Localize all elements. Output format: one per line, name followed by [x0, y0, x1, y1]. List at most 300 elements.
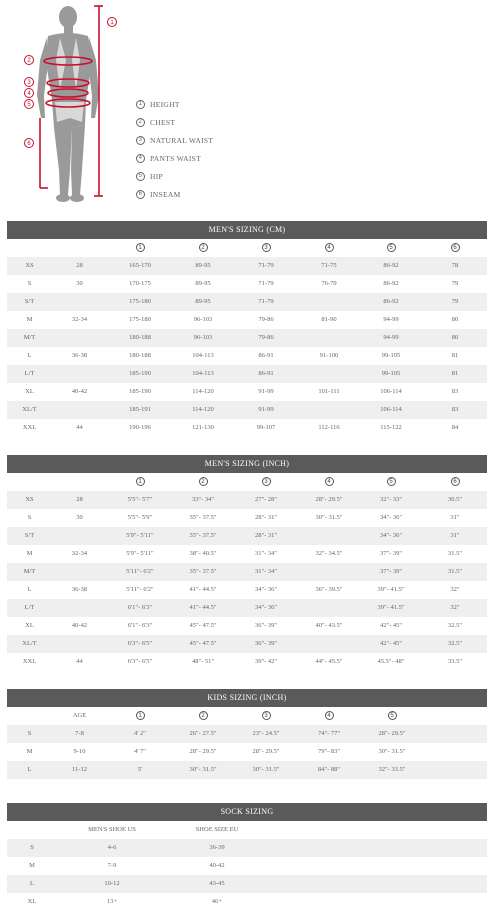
table-cell: 81-90	[321, 316, 337, 323]
table-row	[7, 527, 487, 545]
table-cell: 6'1"- 6'3"	[127, 622, 153, 629]
table-cell	[299, 635, 359, 653]
size-label-cell: M/T	[23, 568, 36, 575]
table-cell: 185-190	[129, 388, 151, 395]
table-cell: 31.5"	[447, 550, 463, 557]
table-cell: 35"- 37.5"	[189, 514, 217, 521]
table-cell	[52, 599, 107, 617]
table-cell: 42"- 45"	[379, 640, 403, 647]
size-label-cell: S/T	[24, 532, 35, 539]
table-header-row	[7, 473, 487, 491]
legend-item	[136, 95, 213, 113]
legend-number-badge: 3	[136, 136, 145, 145]
legend-label: INSEAM	[150, 189, 181, 199]
table-cell: 99-105	[381, 352, 401, 359]
measurement-number-badge: 6	[451, 243, 460, 252]
table-cell: 86-92	[383, 280, 399, 287]
table-cell: 86-91	[258, 352, 274, 359]
table-cell: 36-38	[71, 352, 88, 359]
legend-item	[136, 113, 213, 131]
table-cell: 45"- 47.5"	[189, 622, 217, 629]
table-row	[7, 635, 487, 653]
measurement-number-badge: 1	[136, 711, 145, 720]
table-cell: 36"- 39"	[254, 640, 278, 647]
table-cell: 30"- 31.5"	[189, 766, 217, 773]
header-cell	[233, 707, 299, 725]
table-cell: 71-79	[258, 280, 274, 287]
table-cell: 11-12	[72, 766, 87, 773]
table-cell: 33.5"	[447, 658, 463, 665]
table-cell: 101-111	[318, 388, 340, 395]
table-cell: 91-100	[319, 352, 339, 359]
table-cell: 39"- 41.5"	[377, 586, 405, 593]
size-label-cell: M	[26, 316, 33, 323]
table-cell: 32.5"	[447, 622, 463, 629]
size-label-cell: XL/T	[22, 406, 37, 413]
table-cell: 170-175	[129, 280, 151, 287]
table-row	[7, 329, 487, 347]
table-cell: 185-190	[129, 370, 151, 377]
table-title: SOCK SIZING	[7, 803, 487, 821]
table-cell: 31"- 34"	[254, 550, 278, 557]
table-cell: 28"- 29.5"	[378, 730, 406, 737]
table-cell: 36-38	[71, 586, 88, 593]
header-cell	[7, 707, 52, 725]
table-cell: 80	[451, 334, 459, 341]
legend-label: HIP	[150, 171, 163, 181]
body-measurement-figure	[0, 0, 130, 215]
header-cell	[173, 473, 233, 491]
header-cell	[173, 707, 233, 725]
measurement-number-badge: 4	[325, 243, 334, 252]
measurement-number-badge: 3	[262, 711, 271, 720]
table-cell: 31"	[450, 532, 460, 539]
table-cell: 32-34	[71, 316, 88, 323]
size-label-cell: S	[27, 730, 32, 737]
table-cell: 48"- 51"	[191, 658, 215, 665]
legend-label: PANTS WAIST	[150, 153, 202, 163]
table-cell	[52, 563, 107, 581]
table-cell: 7-9	[107, 862, 117, 869]
size-label-cell: XL	[25, 388, 34, 395]
table-row	[7, 857, 487, 875]
table-cell: 4' 7"	[134, 748, 146, 755]
table-cell: 32"- 33"	[379, 496, 403, 503]
table-cell: 32"- 34.5"	[315, 550, 343, 557]
table-cell: 71-79	[258, 298, 274, 305]
table-cell: 94-99	[383, 334, 399, 341]
table-cell: 96-103	[193, 316, 213, 323]
table-row	[7, 599, 487, 617]
table-row	[7, 725, 487, 743]
table-cell	[299, 599, 359, 617]
header-cell	[107, 473, 173, 491]
table-cell: 28"- 29.5"	[189, 748, 217, 755]
table-cell: 46+	[211, 898, 223, 905]
header-cell: MEN'S SHOE US	[88, 826, 136, 833]
kids-sizing-table	[7, 689, 487, 779]
table-cell: 5'	[137, 766, 143, 773]
table-row	[7, 275, 487, 293]
table-cell: 30.5"	[447, 496, 463, 503]
table-cell: 10-12	[104, 880, 120, 887]
table-title: MEN'S SIZING (CM)	[7, 221, 487, 239]
table-row	[7, 401, 487, 419]
table-cell: 5'11"- 6'2"	[126, 568, 154, 575]
table-cell: 13+	[106, 898, 118, 905]
table-cell: 28"- 29.5"	[315, 496, 343, 503]
measurement-number-badge: 2	[199, 711, 208, 720]
table-cell: 40"- 43.5"	[315, 622, 343, 629]
legend-item	[136, 131, 213, 149]
table-cell: 30"- 31.5"	[378, 748, 406, 755]
svg-text:1: 1	[110, 20, 114, 26]
table-cell: 71-79	[258, 262, 274, 269]
table-cell: 99-105	[381, 370, 401, 377]
size-label-cell: XS	[25, 496, 34, 503]
header-cell	[7, 239, 52, 257]
svg-text:4: 4	[27, 91, 31, 97]
svg-text:3: 3	[27, 80, 31, 86]
size-label-cell: L	[27, 586, 32, 593]
size-label-cell: L/T	[24, 370, 35, 377]
table-cell: 31"- 34"	[254, 568, 278, 575]
table-cell: 37"- 39"	[379, 550, 403, 557]
table-cell: 28"- 31"	[254, 532, 278, 539]
size-label-cell: XL/T	[22, 640, 37, 647]
table-row	[7, 347, 487, 365]
size-label-cell: XXL	[22, 658, 37, 665]
table-row	[7, 509, 487, 527]
size-label-cell: L/T	[24, 604, 35, 611]
table-row	[7, 383, 487, 401]
table-cell: 104-113	[192, 370, 214, 377]
table-cell: 89-95	[195, 262, 211, 269]
table-cell: 81	[451, 352, 459, 359]
legend-item	[136, 167, 213, 185]
table-cell: 71-75	[321, 262, 337, 269]
table-cell: 27"- 28"	[254, 496, 278, 503]
size-label-cell: M	[26, 748, 33, 755]
table-cell: 32"	[450, 586, 460, 593]
table-row	[7, 491, 487, 509]
table-cell: 78	[451, 262, 459, 269]
measurement-legend	[136, 95, 213, 203]
table-cell: 45.5"- 48"	[377, 658, 405, 665]
table-cell: 165-170	[129, 262, 151, 269]
table-cell: 5'9"- 5'11"	[126, 532, 154, 539]
legend-number-badge: 5	[136, 172, 145, 181]
header-cell	[359, 707, 425, 725]
svg-text:5: 5	[27, 102, 31, 108]
table-cell	[299, 401, 359, 419]
table-cell: 80	[451, 316, 459, 323]
table-cell: 32-34	[71, 550, 88, 557]
header-cell	[107, 239, 173, 257]
table-cell: 28"- 31"	[254, 514, 278, 521]
size-label-cell: M/T	[23, 334, 36, 341]
table-cell: 180-188	[129, 352, 151, 359]
table-cell: 7-8	[75, 730, 84, 737]
legend-number-badge: 2	[136, 118, 145, 127]
header-cell	[107, 707, 173, 725]
table-header-row	[7, 239, 487, 257]
table-cell: 89-95	[195, 280, 211, 287]
size-label-cell: S/T	[24, 298, 35, 305]
table-row	[7, 875, 487, 893]
measurement-number-badge: 5	[387, 477, 396, 486]
header-cell	[299, 707, 359, 725]
table-cell	[299, 293, 359, 311]
table-cell: 44	[76, 424, 83, 431]
table-cell: 36"- 39"	[254, 622, 278, 629]
table-cell: 86-91	[258, 370, 274, 377]
table-row	[7, 293, 487, 311]
header-cell	[7, 473, 52, 491]
table-cell: 79	[451, 298, 459, 305]
table-cell: 74"- 77"	[317, 730, 341, 737]
table-row	[7, 563, 487, 581]
table-cell: 40-42	[71, 388, 88, 395]
table-title: MEN'S SIZING (INCH)	[7, 455, 487, 473]
table-cell	[299, 527, 359, 545]
table-row	[7, 653, 487, 671]
table-header-row	[7, 707, 487, 725]
table-cell: 5'5"- 5'9"	[127, 514, 153, 521]
table-cell: 44	[76, 658, 83, 665]
header-cell	[423, 473, 487, 491]
table-cell: 32"- 33.5"	[378, 766, 406, 773]
header-cell	[299, 239, 359, 257]
table-row	[7, 257, 487, 275]
legend-label: CHEST	[150, 117, 176, 127]
table-cell: 5'5"- 5'7"	[127, 496, 153, 503]
table-cell: 81	[451, 370, 459, 377]
legend-item	[136, 149, 213, 167]
legend-number-badge: 4	[136, 154, 145, 163]
table-cell: 94-99	[383, 316, 399, 323]
table-cell: 175-180	[129, 316, 151, 323]
table-cell: 76-79	[321, 280, 337, 287]
table-cell: 79	[451, 280, 459, 287]
size-label-cell: XS	[25, 262, 34, 269]
table-title: KIDS SIZING (INCH)	[7, 689, 487, 707]
table-cell: 28	[76, 496, 83, 503]
table-cell: 40-42	[209, 862, 225, 869]
table-cell: 45"- 47.5"	[189, 640, 217, 647]
table-row	[7, 365, 487, 383]
table-row	[7, 743, 487, 761]
size-label-cell: M	[29, 862, 35, 869]
measurement-number-badge: 2	[199, 477, 208, 486]
table-cell: 84	[451, 424, 459, 431]
size-label-cell: L	[27, 766, 32, 773]
size-label-cell: S	[27, 514, 32, 521]
size-label-cell: L	[27, 352, 32, 359]
table-row	[7, 545, 487, 563]
size-label-cell: S	[27, 280, 32, 287]
header-cell	[173, 239, 233, 257]
table-cell: 190-196	[129, 424, 151, 431]
table-cell: 30"- 31.5"	[315, 514, 343, 521]
table-cell: 42"- 45"	[379, 622, 403, 629]
table-cell: 106-114	[380, 388, 402, 395]
table-cell: 9-10	[73, 748, 86, 755]
size-label-cell: L	[30, 880, 34, 887]
table-cell: 36"- 39.5"	[315, 586, 343, 593]
table-cell: 79"- 83"	[317, 748, 341, 755]
table-cell: 91-99	[258, 406, 274, 413]
table-cell: 34"- 36"	[254, 586, 278, 593]
table-cell: 91-99	[258, 388, 274, 395]
table-cell	[299, 563, 359, 581]
table-cell: 114-120	[192, 406, 214, 413]
table-cell: 79-86	[258, 316, 274, 323]
table-row	[7, 761, 487, 779]
table-row	[7, 617, 487, 635]
table-row	[7, 419, 487, 437]
table-cell: 185-191	[129, 406, 151, 413]
measurement-number-badge: 4	[325, 477, 334, 486]
table-cell: 34"- 36"	[254, 604, 278, 611]
header-cell	[52, 239, 107, 257]
measurement-number-badge: 3	[262, 243, 271, 252]
header-cell	[299, 473, 359, 491]
table-cell: 30	[76, 280, 83, 287]
table-cell: 5'11"- 6'2"	[126, 586, 154, 593]
table-cell: 44"- 45.5"	[315, 658, 343, 665]
measurement-number-badge: 6	[451, 477, 460, 486]
table-cell: 83	[451, 388, 459, 395]
table-cell: 36-39	[209, 844, 225, 851]
table-cell: 37"- 39"	[379, 568, 403, 575]
header-cell	[423, 239, 487, 257]
table-cell: 6'3"- 6'5"	[127, 640, 153, 647]
table-cell: 106-114	[380, 406, 402, 413]
header-cell	[7, 821, 57, 839]
table-cell	[52, 365, 107, 383]
table-cell: 23"- 24.5"	[252, 730, 280, 737]
size-label-cell: S	[30, 844, 34, 851]
table-header-row	[7, 821, 487, 839]
table-cell: 115-122	[380, 424, 402, 431]
table-cell: 38"- 40.5"	[189, 550, 217, 557]
table-cell: 40-42	[71, 622, 88, 629]
table-cell: 121-130	[192, 424, 214, 431]
table-cell: 33"- 34"	[191, 496, 215, 503]
table-cell: 6'3"- 6'5"	[127, 658, 153, 665]
header-cell	[52, 473, 107, 491]
size-label-cell: XXL	[22, 424, 37, 431]
table-cell: 180-188	[129, 334, 151, 341]
table-cell: 4-6	[107, 844, 117, 851]
legend-item	[136, 185, 213, 203]
legend-label: NATURAL WAIST	[150, 135, 214, 145]
table-cell: 32"	[450, 604, 460, 611]
measurement-number-badge: 1	[136, 477, 145, 486]
measurement-number-badge: 3	[262, 477, 271, 486]
mens-sizing-inch-table	[7, 455, 487, 671]
table-cell: 26"- 27.5"	[189, 730, 217, 737]
table-cell: 28"- 29.5"	[252, 748, 280, 755]
table-cell	[52, 401, 107, 419]
legend-number-badge: 1	[136, 100, 145, 109]
table-cell: 6'1"- 6'3"	[127, 604, 153, 611]
table-cell: 96-103	[193, 334, 213, 341]
table-cell: 41"- 44.5"	[189, 604, 217, 611]
table-cell: 32.5"	[447, 640, 463, 647]
table-row	[7, 311, 487, 329]
header-cell	[359, 473, 423, 491]
measurement-number-badge: 2	[199, 243, 208, 252]
header-cell: SHOE SIZE EU	[195, 826, 239, 833]
table-cell: 112-116	[318, 424, 340, 431]
measurement-number-badge: 5	[387, 243, 396, 252]
table-cell: 84"- 88"	[317, 766, 341, 773]
table-cell: 31"	[450, 514, 460, 521]
table-cell	[299, 365, 359, 383]
header-cell	[233, 239, 299, 257]
size-label-cell: XL	[27, 898, 37, 905]
measurement-number-badge: 1	[136, 243, 145, 252]
table-cell: 83	[451, 406, 459, 413]
table-cell: 30"- 31.5"	[252, 766, 280, 773]
table-cell	[299, 329, 359, 347]
table-row	[7, 581, 487, 599]
table-cell: 39"- 41.5"	[377, 604, 405, 611]
sock-sizing-table	[7, 803, 487, 911]
size-label-cell: M	[26, 550, 33, 557]
svg-text:2: 2	[27, 58, 31, 64]
table-cell	[52, 527, 107, 545]
measurement-number-badge: 4	[325, 711, 334, 720]
svg-text:6: 6	[27, 141, 31, 147]
table-cell: 89-95	[195, 298, 211, 305]
header-cell: AGE	[72, 712, 87, 719]
table-row	[7, 839, 487, 857]
table-cell: 31.5"	[447, 568, 463, 575]
table-cell: 39"- 42"	[254, 658, 278, 665]
table-cell: 34"- 36"	[379, 532, 403, 539]
table-cell: 86-92	[383, 262, 399, 269]
size-label-cell: XL	[25, 622, 34, 629]
header-cell	[233, 473, 299, 491]
table-cell	[52, 329, 107, 347]
mens-sizing-cm-table	[7, 221, 487, 437]
measurement-number-badge: 5	[388, 711, 397, 720]
table-cell: 41"- 44.5"	[189, 586, 217, 593]
table-cell: 5'9"- 5'11"	[126, 550, 154, 557]
table-cell: 4' 2"	[134, 730, 146, 737]
table-cell: 35"- 37.5"	[189, 568, 217, 575]
table-cell: 99-107	[256, 424, 276, 431]
table-cell: 35"- 37.5"	[189, 532, 217, 539]
table-cell: 28	[76, 262, 83, 269]
table-cell	[52, 293, 107, 311]
legend-label: HEIGHT	[150, 99, 180, 109]
table-cell: 79-86	[258, 334, 274, 341]
table-row	[7, 893, 487, 911]
table-cell	[52, 635, 107, 653]
legend-number-badge: 6	[136, 190, 145, 199]
table-cell: 34"- 36"	[379, 514, 403, 521]
table-cell: 175-180	[129, 298, 151, 305]
table-cell: 43-45	[209, 880, 225, 887]
table-cell: 86-92	[383, 298, 399, 305]
table-cell: 104-113	[192, 352, 214, 359]
header-cell	[359, 239, 423, 257]
table-cell: 30	[76, 514, 83, 521]
